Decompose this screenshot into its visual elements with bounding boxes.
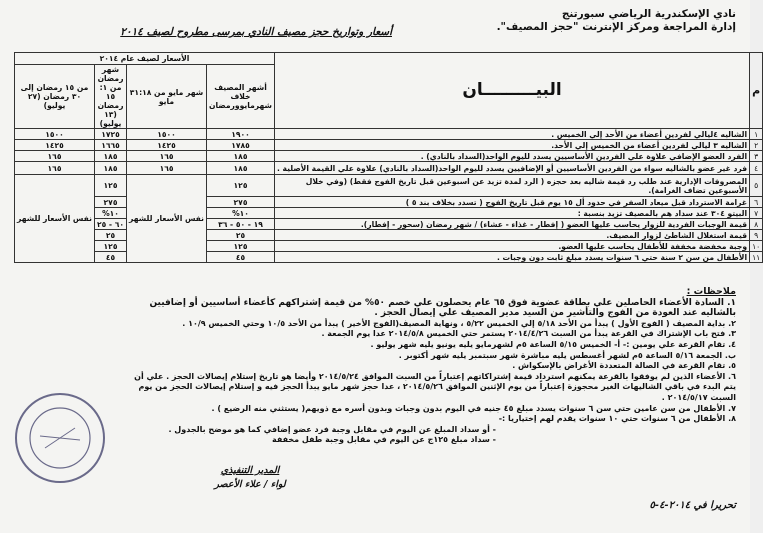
row-description: المصروفات الإدارية عند طلب رد قيمة شاليه بعد حجزه ( الرد لمدة تزيد عن اسبوعين قبل تاريخ الفوج فقط) (وفي خلال الأسبوعين تضاف الغرامة).: [275, 175, 750, 197]
value-ramadan2: ١٤٢٥: [15, 140, 95, 151]
merged-note-ramadan2: نفس الأسعار للشهر: [15, 175, 95, 263]
club-name: نادي الإسكندرية الرياضي سبورتنج: [561, 8, 736, 20]
value-season: ١٨٥: [207, 162, 275, 175]
note-line: ١. السادة الأعضاء الحاصلين علي بطاقة عضوية فوق ٦٥ عام يحصلون علي خصم ٥٠% من قيمة إشتراكهم كأعضاء أساسيين أو إضافيين: [149, 297, 736, 308]
value-ramadan1: ١٢٥: [95, 175, 127, 197]
value-season: ١٢٥: [207, 175, 275, 197]
row-number: ٢: [750, 140, 763, 151]
value-season: ١٠%: [207, 208, 275, 219]
department-name: إدارة المراجعة ومركز الإنترنت "حجز المصيف".: [496, 21, 736, 33]
table-row: [15, 129, 763, 140]
document-date: تحريرا في ٢٠١٤-٤-٥: [649, 500, 736, 511]
value-may: ١٦٥: [127, 151, 207, 162]
value-season: ٢٧٥: [207, 197, 275, 208]
col-season-header: أشهر المصيف خلاف شهرمايوورمضان: [207, 65, 275, 129]
value-ramadan2: ١٦٥: [15, 162, 95, 175]
value-ramadan2: ١٦٥: [15, 151, 95, 162]
value-may: ١٥٠٠: [127, 129, 207, 140]
value-ramadan1: ٤٥: [95, 252, 127, 263]
row-number: ٧: [750, 208, 763, 219]
table-row: [15, 175, 763, 197]
note-line: ٨. الأطفال من ٦ سنوات حتي ١٠ سنوات يقدم لهم إختياريا :-: [498, 414, 736, 424]
note-line: ٤. تقام القرعة علي يومين :- أ- الخميس ٥/١٥ الساعة ٥م لشهرمايو يليه يونيو يليه شهر يوليو .: [370, 339, 736, 349]
note-line: السبت ٢٠١٤/٥/١٧ .: [661, 392, 736, 402]
row-description: فرد غير عضو بالشاليه سواء من الفردين الأساسيين أو الإضافيين يسدد لليوم الواحد(السداد بالنادي) علاوة علي القيمة الأصلية .: [275, 162, 750, 175]
note-line: يتم البدء في باقي الشاليهات الغير محجوزة إعتباراً من يوم الإثنين الموافق ٢٠١٤/٥/٢٦ ، عدا حجز شهر مايو يبدأ الحجز فيه و إستلام إيصالات الحجز من يوم: [138, 382, 736, 392]
row-description: قيمة استغلال الشاطئ لزوار المصيف.: [275, 230, 750, 241]
row-number: ٨: [750, 219, 763, 230]
row-number: ٥: [750, 175, 763, 197]
value-ramadan1: ١٨٥: [95, 162, 127, 175]
value-season: ١٨٥: [207, 151, 275, 162]
table-row: [15, 151, 763, 162]
value-ramadan1: ٢٥: [95, 230, 127, 241]
col-may-header: شهر مايو من ٣١:١٨ مايو: [127, 65, 207, 129]
table-row: [15, 162, 763, 175]
row-number: ١٠: [750, 241, 763, 252]
value-ramadan1: ١٨٥: [95, 151, 127, 162]
value-may: ١٤٢٥: [127, 140, 207, 151]
note-line: ٣. فتح باب الإشتراك في القرعة يبدأ من السبت ٢٠١٤/٤/٢٦ يستمر حتي الخميس ٢٠١٤/٥/٨ عدا يوم الجمعة .: [321, 329, 736, 339]
row-number: ٣: [750, 151, 763, 162]
col-ramadan1-header: شهر رمضان من ١: ١٥ رمضان (١٣ يوليو): [95, 65, 127, 129]
row-number: ٤: [750, 162, 763, 175]
group-header: الأسعار لصيف عام ٢٠١٤: [15, 53, 275, 65]
notes-section: [14, 287, 736, 446]
row-description: الشاليه ٤ليالي لفردين أعضاء من الأحد إلي الخميس .: [275, 129, 750, 140]
row-number: ١١: [750, 252, 763, 263]
row-description: الفرد العضو الإضافي علاوة علي الفردين الأساسيين يسدد لليوم الواحد(السداد بالنادي) .: [275, 151, 750, 162]
value-may: ١٦٥: [127, 162, 207, 175]
value-ramadan1: ١٧٢٥: [95, 129, 127, 140]
note-line: ب. الجمعة ٥/١٦ الساعة ٥م لشهر أغسطس يليه مباشرة شهر سبتمبر يليه شهر أكتوبر .: [398, 350, 736, 360]
row-description: غرامة الاسترداد قبل ميعاد السفر في حدود أل ١٥ يوم قبل تاريخ الفوج ( تسدد بخلاف بند ٥ ): [275, 197, 750, 208]
value-season: ١٧٨٥: [207, 140, 275, 151]
row-number: ١: [750, 129, 763, 140]
row-description: وجبة مخفضة مخففة للأطفال يحاسب عليها العضو.: [275, 241, 750, 252]
note-line: ٧. الأطفال من سن عامين حتي سن ٦ سنوات يسدد مبلغ ٤٥ جنيه في اليوم بدون وجبات وبدون أسره مع ذويهم( يستثني منه الرضيع ) .: [211, 403, 736, 413]
price-table: [14, 52, 763, 263]
signature-name: لواء / علاء الأعصر: [214, 479, 286, 490]
note-line: - أو سداد المبلغ عن اليوم في مقابل وجبة فرد عضو إضافي كما هو موضح بالجدول .: [168, 424, 496, 434]
note-line: ٥. تقام القرعة في الصالة المتعددة الأغراض بالإسكواش .: [512, 361, 736, 371]
row-description: البيتو ٣٠٤ عند سداد هم بالمصيف تزيد بنسبة :: [275, 208, 750, 219]
row-description: الشاليه ٣ ليالي لفردين أعضاء من الخميس إلي الأحد.: [275, 140, 750, 151]
notes-title: ملاحظات :: [686, 286, 736, 297]
value-season: ٢٥: [207, 230, 275, 241]
value-season: ١٩٠٠: [207, 129, 275, 140]
value-season: ١٩ - ٥٠ - ٣٦: [207, 219, 275, 230]
official-stamp: [10, 388, 110, 488]
note-line: - سداد مبلغ ١٢٥ج عن اليوم في مقابل وجبة طفل مخففة: [271, 435, 496, 445]
row-number: ٦: [750, 197, 763, 208]
col-desc-header: البيـــــــــان: [275, 53, 750, 129]
value-season: ٤٥: [207, 252, 275, 263]
note-line: ٢. بداية المصيف ( الفوج الأول ) يبدأ من الأحد ٥/١٨ إلي الخميس ٥/٢٢ ، ونهاية المصيف(الفوج الأخير ) يبدأ من الأحد ١٠/٥ وحتي الخميس ١٠/٩ .: [182, 318, 736, 328]
row-number: ٩: [750, 230, 763, 241]
document-title: أسعار وتواريخ حجز مصيف النادي بمرسى مطروح لصيف ٢٠١٤: [120, 26, 392, 38]
table-header-row-1: [15, 53, 763, 65]
header-organization: [476, 8, 736, 34]
value-ramadan1: ١٦٦٥: [95, 140, 127, 151]
value-ramadan1: ٦٠ - ٢٥: [95, 219, 127, 230]
signature-block: [100, 464, 400, 492]
note-line: ٦. الأعضاء الذين لم يوفقوا بالقرعة يمكنهم استرداد قيمة إشتراكاتهم إعتباراً من السبت الموافق ٢٠١٤/٥/٢٤ وأيضا هو تاريخ إستلام إيصالات الحجز . علي أن: [134, 371, 736, 381]
value-ramadan2: ١٥٠٠: [15, 129, 95, 140]
note-line: بالشاليه عند العودة من الفوج والتأشير من السيد مدير المصيف علي إيصال الحجز .: [374, 308, 736, 319]
row-description: قيمة الوجبات الفردية للزوار يحاسب عليها العضو ( إفطار - غذاء - عشاء) / شهر رمضان (سحور - إفطار).: [275, 219, 750, 230]
table-row: [15, 140, 763, 151]
row-description: الأطفال من سن ٢ سنة حتي ٦ سنوات يسدد مبلغ ثابت دون وجبات .: [275, 252, 750, 263]
signature-role: المدير التنفيذي: [220, 465, 280, 476]
value-season: ١٢٥: [207, 241, 275, 252]
value-ramadan1: ١٠%: [95, 208, 127, 219]
value-ramadan1: ١٢٥: [95, 241, 127, 252]
value-ramadan1: ٢٧٥: [95, 197, 127, 208]
col-num-header: م: [750, 53, 763, 129]
merged-note-may: نفس الأسعار للشهر: [127, 175, 207, 263]
col-ramadan2-header: من ١٥ رمضان إلى ٣٠ رمضان (٢٧ يوليو): [15, 65, 95, 129]
